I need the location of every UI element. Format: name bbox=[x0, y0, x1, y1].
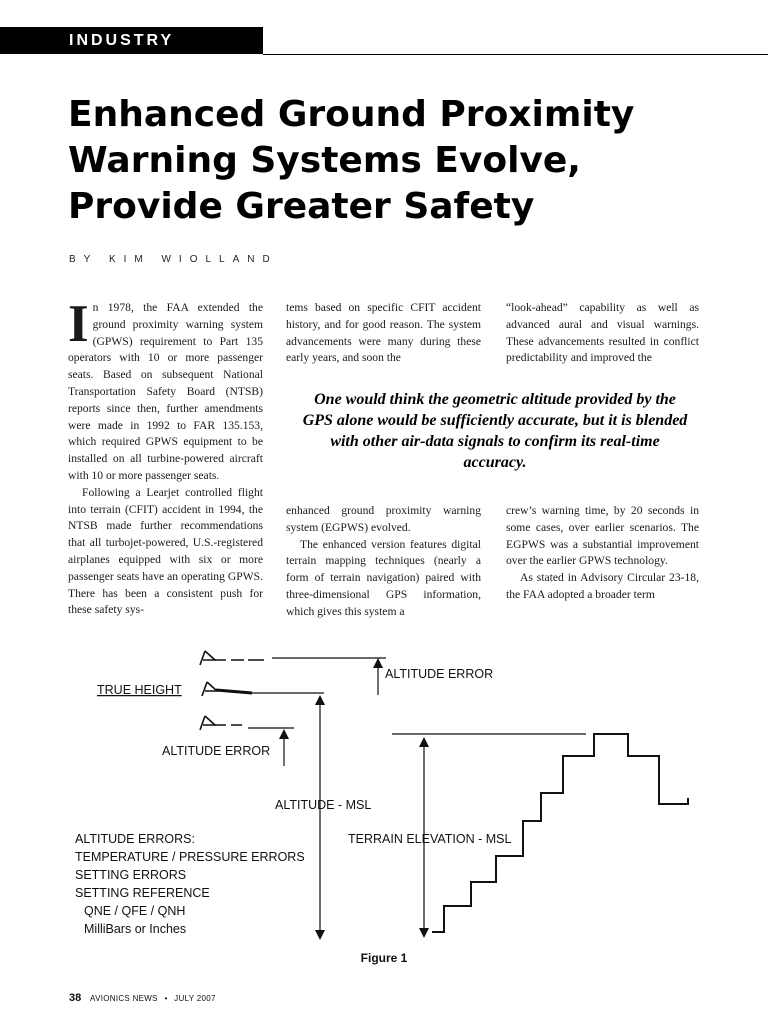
label-altitude-error-low: ALTITUDE ERROR bbox=[162, 744, 271, 758]
article-column-2-top bbox=[286, 300, 481, 367]
figure-1-diagram bbox=[66, 638, 702, 952]
section-label: INDUSTRY bbox=[0, 27, 263, 54]
article-byline: BY KIM WIOLLAND bbox=[69, 254, 278, 265]
col1-paragraph-2: Following a Learjet controlled flight into terrain (CFIT) accident in 1994, the NTSB made further recommendations that all turbojet-powered, U.S.-registered airplanes equipped with six or more passenger seats have an operating GPWS. There has been a consistent push for these safety sys- bbox=[68, 485, 263, 617]
error-list-line-3: SETTING ERRORS bbox=[75, 868, 187, 882]
col3-bottom-paragraph-2: As stated in Advisory Circular 23-18, the FAA adopted a broader term bbox=[506, 571, 699, 601]
error-list-line-4: SETTING REFERENCE bbox=[75, 886, 210, 900]
footer-separator: • bbox=[164, 994, 168, 1003]
headline-line-1: Enhanced Ground Proximity bbox=[68, 94, 635, 135]
label-altitude-msl: ALTITUDE - MSL bbox=[275, 798, 372, 812]
col2-bottom-paragraph-1: enhanced ground proximity warning system (EGPWS) evolved. bbox=[286, 504, 481, 534]
publication-name: AVIONICS NEWS bbox=[90, 994, 158, 1003]
error-list-line-6: MilliBars or Inches bbox=[84, 922, 187, 936]
article-column-3-bottom bbox=[506, 503, 699, 604]
col3-top-text: “look-ahead” capability as well as advanced aural and visual warnings. These advancements resulted in conflict predictability and improved the bbox=[506, 301, 699, 365]
article-column-1 bbox=[68, 295, 263, 619]
pull-quote: One would think the geometric altitude provided by the GPS alone would be sufficiently accurate, but it is blended with other air-data signals to confirm its real-time accuracy. bbox=[302, 391, 688, 471]
error-list-line-1: ALTITUDE ERRORS: bbox=[75, 832, 195, 846]
headline-line-2: Warning Systems Evolve, bbox=[68, 140, 581, 181]
page-footer bbox=[69, 992, 216, 1004]
article-headline bbox=[68, 92, 728, 230]
error-list-line-5: QNE / QFE / QNH bbox=[84, 904, 186, 918]
col2-top-text: tems based on specific CFIT accident history, and for good reason. The system advancements were many during these early years, and soon the bbox=[286, 301, 481, 365]
article-column-2-bottom bbox=[286, 503, 481, 621]
label-altitude-error-top: ALTITUDE ERROR bbox=[385, 667, 494, 681]
article-column-3-top bbox=[506, 300, 699, 367]
label-terrain-elevation: TERRAIN ELEVATION - MSL bbox=[348, 832, 512, 846]
issue-date: JULY 2007 bbox=[174, 994, 216, 1003]
error-list-line-2: TEMPERATURE / PRESSURE ERRORS bbox=[75, 850, 305, 864]
headline-line-3: Provide Greater Safety bbox=[68, 186, 535, 227]
section-divider bbox=[263, 54, 768, 55]
col3-bottom-paragraph-1: crew’s warning time, by 20 seconds in some cases, over earlier scenarios. The EGPWS was a substantial improvement over the earlier GPWS technology. bbox=[506, 504, 699, 568]
figure-caption: Figure 1 bbox=[360, 951, 408, 965]
drop-cap: I bbox=[68, 295, 89, 353]
col1-paragraph-1: n 1978, the FAA extended the ground proximity warning system (GPWS) requirement to Part 135 operators with 10 or more passenger seats. Based on subsequent National Transportation Safety Board (NTSB) reports since then, further amendments were made in 1992 to FAR 135.153, which required GPWS equipment to be installed on all turbine-powered aircraft with 10 or more passenger seats. bbox=[68, 301, 263, 482]
label-true-height: TRUE HEIGHT bbox=[97, 683, 182, 697]
col2-bottom-paragraph-2: The enhanced version features digital terrain mapping techniques (nearly a form of terrain navigation) paired with three-dimensional GPS information, which gives this system a bbox=[286, 537, 481, 618]
page-number: 38 bbox=[69, 992, 82, 1004]
